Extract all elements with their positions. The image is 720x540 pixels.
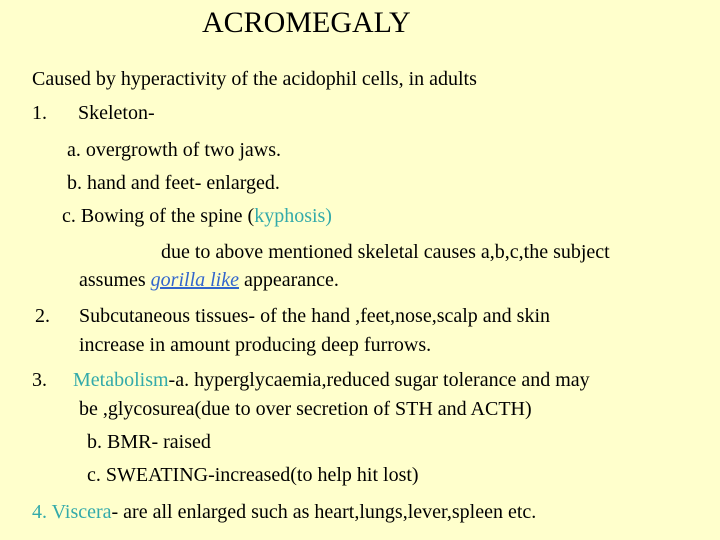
skeleton-heading: Skeleton- bbox=[78, 102, 155, 124]
metabolism-number: 3. bbox=[32, 369, 47, 391]
intro-line: Caused by hyperactivity of the acidophil cells, in adults bbox=[32, 68, 477, 90]
skeleton-note-prefix: assumes bbox=[79, 269, 151, 291]
skeleton-item-b: b. hand and feet- enlarged. bbox=[67, 172, 280, 194]
skeleton-note-line2 bbox=[79, 268, 339, 292]
subcutaneous-line1: Subcutaneous tissues- of the hand ,feet,nose,scalp and skin bbox=[79, 305, 551, 327]
viscera-text: - are all enlarged such as heart,lungs,lever,spleen etc. bbox=[111, 501, 537, 523]
metabolism-heading: Metabolism bbox=[73, 369, 169, 391]
kyphosis-highlight: kyphosis) bbox=[254, 205, 332, 227]
viscera-heading: 4. Viscera bbox=[32, 501, 112, 523]
metabolism-item-a: -a. hyperglycaemia,reduced sugar tolerance and may bbox=[168, 369, 590, 391]
skeleton-item-a: a. overgrowth of two jaws. bbox=[67, 139, 282, 161]
metabolism-item-a-cont: be ,glycosurea(due to over secretion of STH and ACTH) bbox=[79, 398, 532, 420]
skeleton-note-suffix: appearance. bbox=[239, 269, 339, 291]
skeleton-item-c bbox=[62, 204, 332, 228]
metabolism-line1 bbox=[73, 368, 590, 392]
skeleton-note-line1: due to above mentioned skeletal causes a,b,c,the subject bbox=[161, 241, 610, 263]
slide-title: ACROMEGALY bbox=[202, 6, 411, 39]
metabolism-item-b: b. BMR- raised bbox=[87, 431, 211, 453]
subcutaneous-line2: increase in amount producing deep furrows. bbox=[79, 334, 432, 356]
viscera-line bbox=[32, 500, 536, 524]
metabolism-item-c: c. SWEATING-increased(to help hit lost) bbox=[87, 464, 419, 486]
gorilla-like-link[interactable]: gorilla like bbox=[150, 269, 239, 291]
skeleton-number: 1. bbox=[32, 102, 47, 124]
skeleton-item-c-text: c. Bowing of the spine ( bbox=[62, 205, 255, 227]
subcutaneous-number: 2. bbox=[35, 305, 50, 327]
